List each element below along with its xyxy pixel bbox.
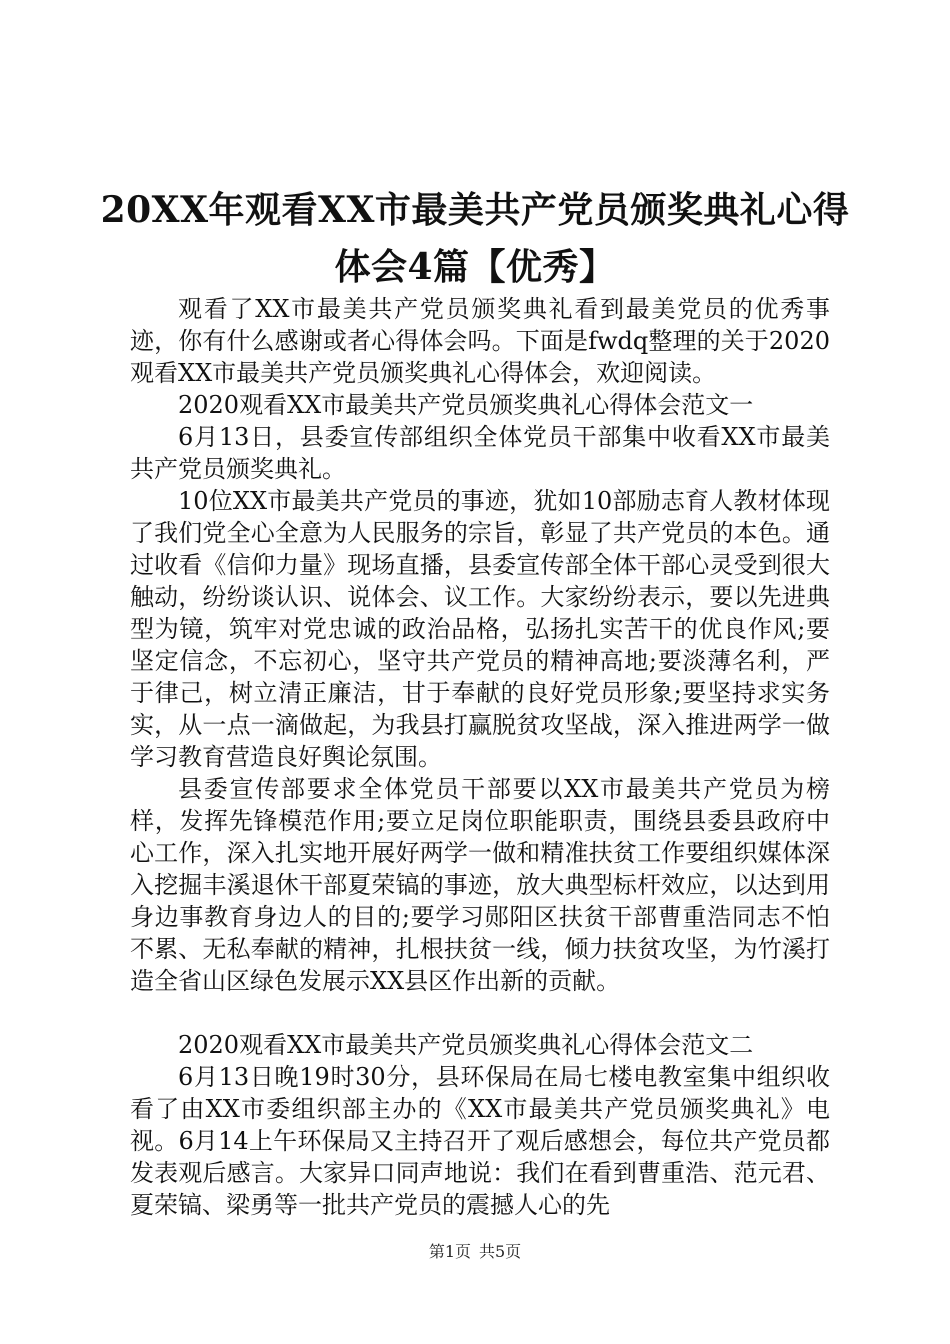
paragraph-3: 县委宣传部要求全体党员干部要以XX市最美共产党员为榜样，发挥先锋模范作用;要立足岗位职能职责，围绕县委县政府中心工作，深入扎实地开展好两学一做和精准扶贫工作要组织媒体深入挖掘丰溪退休干部夏荣镐的事迹，放大典型标杆效应，以达到用身边事教育身边人的目的;要学习郧阳区扶贫干部曹重浩同志不怕不累、无私奉献的精神，扎根扶贫一线，倾力扶贫攻坚，为竹溪打造全省山区绿色发展示XX县区作出新的贡献。: [130, 775, 830, 995]
paragraph-4: 6月13日晚19时30分，县环保局在局七楼电教室集中组织收看了由XX市委组织部主办的《XX市最美共产党员颁奖典礼》电视。6月14上午环保局又主持召开了观后感想会，每位共产党员都发表观后感言。大家异口同声地说：我们在看到曹重浩、范元君、夏荣镐、梁勇等一批共产党员的震撼人心的先: [130, 1063, 830, 1219]
paragraph-2: 10位XX市最美共产党员的事迹，犹如10部励志育人教材体现了我们党全心全意为人民服务的宗旨，彰显了共产党员的本色。通过收看《信仰力量》现场直播，县委宣传部全体干部心灵受到很大触动，纷纷谈认识、说体会、议工作。大家纷纷表示，要以先进典型为镜，筑牢对党忠诚的政治品格，弘扬扎实苦干的优良作风;要坚定信念，不忘初心，坚守共产党员的精神高地;要淡薄名利，严于律己，树立清正廉洁，甘于奉献的良好党员形象;要坚持求实务实，从一点一滴做起，为我县打赢脱贫攻坚战，深入推进两学一做学习教育营造良好舆论氛围。: [130, 487, 830, 771]
document-body: [130, 293, 830, 1221]
document-title-line-2: 体会4篇【优秀】: [334, 246, 616, 288]
paragraph-gap: [130, 997, 830, 1029]
section-heading-1: 2020观看XX市最美共产党员颁奖典礼心得体会范文一: [178, 391, 754, 419]
paragraph-1: 6月13日，县委宣传部组织全体党员干部集中收看XX市最美共产党员颁奖典礼。: [130, 423, 830, 483]
intro-paragraph: 观看了XX市最美共产党员颁奖典礼看到最美党员的优秀事迹，你有什么感谢或者心得体会吗。下面是fwdq整理的关于2020观看XX市最美共产党员颁奖典礼心得体会，欢迎阅读。: [130, 295, 830, 387]
section-heading-2: 2020观看XX市最美共产党员颁奖典礼心得体会范文二: [178, 1031, 754, 1059]
page-number: 第1页: [428, 1242, 471, 1261]
document-title-line-1: 20XX年观看XX市最美共产党员颁奖典礼心得: [100, 189, 850, 231]
page-total: 共5页: [479, 1242, 522, 1261]
page-footer: [0, 1242, 950, 1262]
